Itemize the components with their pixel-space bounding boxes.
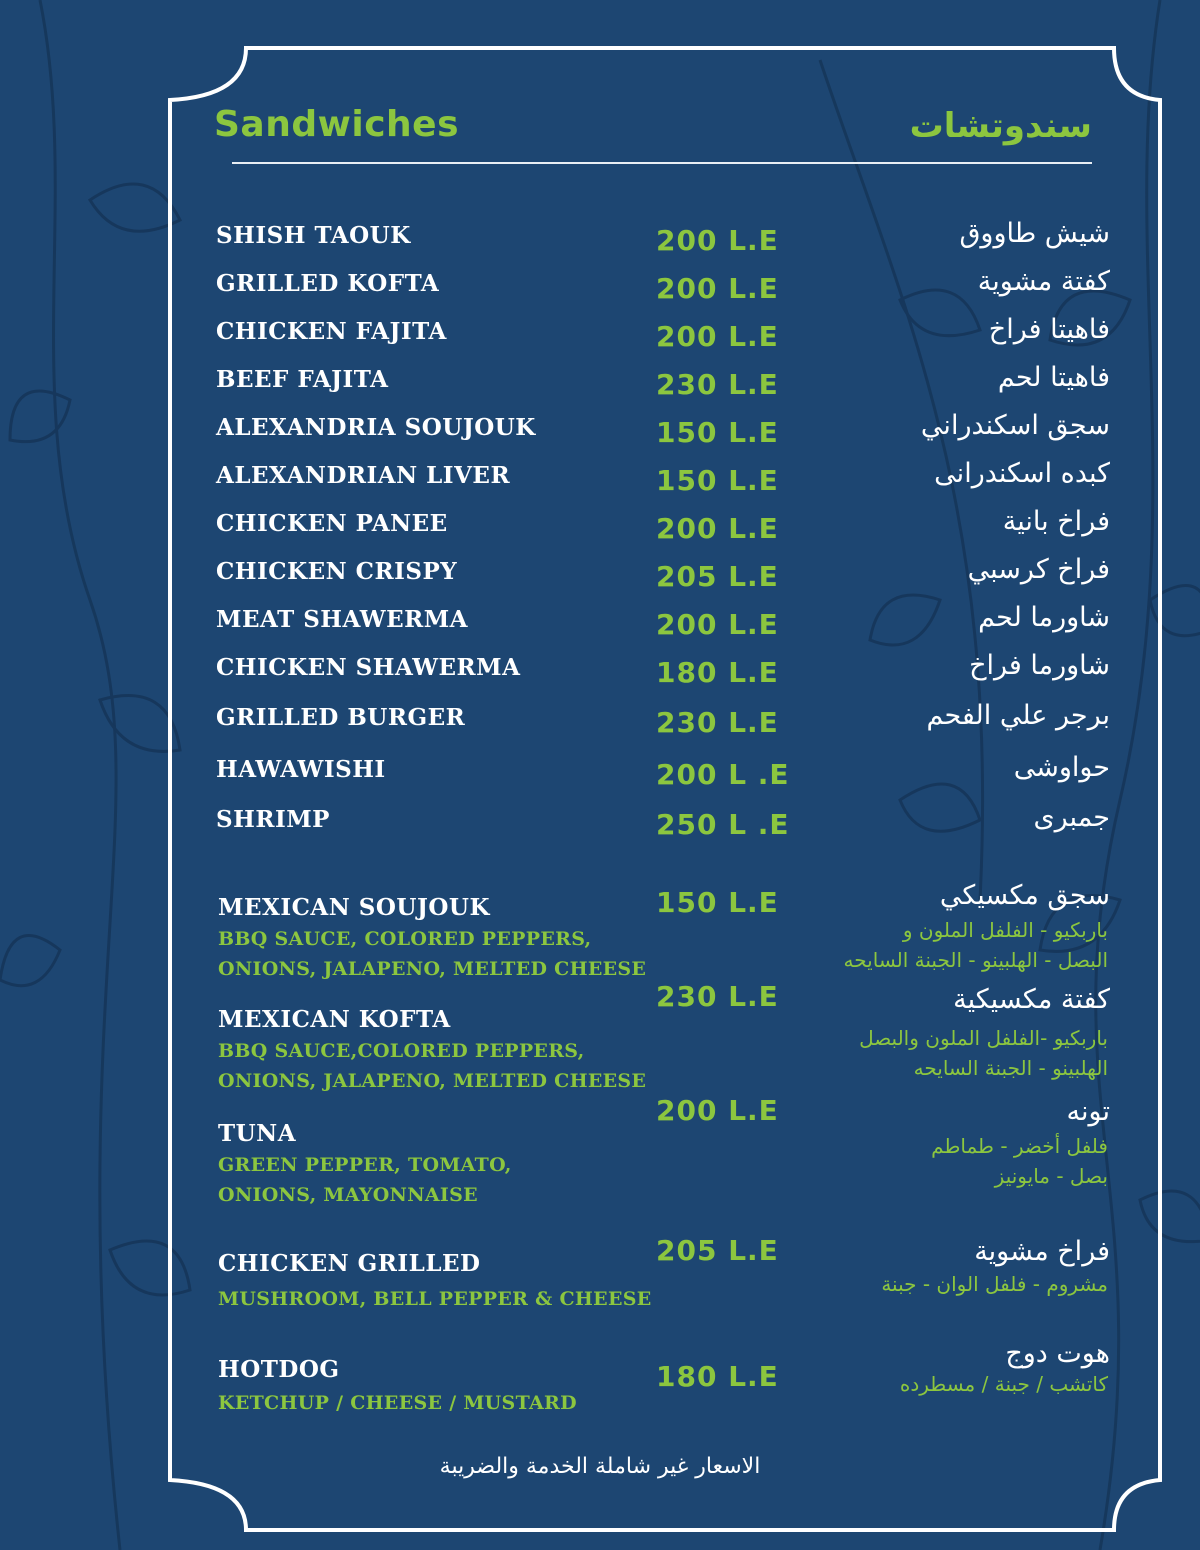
item-description-ar: الهلبينو - الجبنة السايحه	[913, 1056, 1108, 1080]
item-name-en: MEXICAN KOFTA	[218, 1006, 451, 1033]
item-name-en: CHICKEN SHAWERMA	[216, 654, 521, 681]
item-name-en: CHICKEN GRILLED	[218, 1250, 481, 1277]
menu-item-row	[0, 506, 1200, 558]
item-description-ar: باربكيو -الفلفل الملون والبصل	[859, 1026, 1108, 1050]
item-name-en: SHISH TAOUK	[216, 222, 411, 249]
item-price: 200 L.E	[656, 320, 779, 353]
menu-item-row	[0, 458, 1200, 510]
item-name-en: SHRIMP	[216, 806, 330, 833]
item-name-en: HOTDOG	[218, 1356, 340, 1383]
item-name-en: ALEXANDRIAN LIVER	[216, 462, 511, 489]
menu-item-row	[0, 752, 1200, 804]
item-price: 200 L.E	[656, 512, 779, 545]
item-name-ar: كفتة مشوية	[977, 266, 1110, 297]
item-name-en: CHICKEN PANEE	[216, 510, 448, 537]
item-name-ar: سجق اسكندراني	[920, 410, 1110, 441]
item-name-ar: جمبرى	[1033, 802, 1110, 833]
item-name-ar: فراخ كرسبي	[967, 554, 1110, 585]
item-name-ar: شاورما لحم	[978, 602, 1110, 633]
item-name-ar: سجق مكسيكي	[939, 880, 1110, 911]
item-name-en: BEEF FAJITA	[216, 366, 389, 393]
item-name-en: MEAT SHAWERMA	[216, 606, 469, 633]
item-price: 150 L.E	[656, 886, 779, 919]
item-name-ar: فراخ مشوية	[974, 1236, 1110, 1267]
item-description-ar: البصل - الهلبينو - الجبنة السايحه	[843, 948, 1108, 972]
menu-item-row	[0, 314, 1200, 366]
item-name-ar: برجر علي الفحم	[926, 700, 1110, 731]
price-disclaimer: الاسعار غير شاملة الخدمة والضريبة	[439, 1454, 761, 1479]
item-price: 150 L.E	[656, 464, 779, 497]
item-description-en: KETCHUP / CHEESE / MUSTARD	[218, 1392, 577, 1414]
item-price: 230 L.E	[656, 980, 779, 1013]
item-description-en: GREEN PEPPER, TOMATO,	[218, 1154, 512, 1176]
item-price: 200 L.E	[656, 608, 779, 641]
menu-item-row	[0, 700, 1200, 752]
title-arabic: سندوتشات	[909, 106, 1092, 146]
item-name-en: CHICKEN FAJITA	[216, 318, 447, 345]
item-price: 200 L.E	[656, 1094, 779, 1127]
item-name-ar: هوت دوج	[1005, 1338, 1110, 1369]
item-price: 250 L .E	[656, 808, 790, 841]
item-price: 150 L.E	[656, 416, 779, 449]
item-price: 200 L.E	[656, 272, 779, 305]
item-name-ar: فاهيتا لحم	[997, 362, 1110, 393]
item-description-ar: فلفل أخضر - طماطم	[931, 1134, 1108, 1158]
item-name-ar: فاهيتا فراخ	[988, 314, 1110, 345]
menu-item-row	[0, 266, 1200, 318]
item-description-ar: بصل - مايونيز	[994, 1164, 1108, 1188]
item-description-ar: باربكيو - الفلفل الملون و	[902, 918, 1108, 942]
item-name-en: GRILLED KOFTA	[216, 270, 440, 297]
item-price: 205 L.E	[656, 1234, 779, 1267]
menu-item-row	[0, 362, 1200, 414]
menu-item-row	[0, 218, 1200, 270]
item-price: 230 L.E	[656, 706, 779, 739]
item-price: 180 L.E	[656, 656, 779, 689]
item-description-en: ONIONS, JALAPENO, MELTED CHEESE	[218, 958, 647, 980]
item-price: 200 L .E	[656, 758, 790, 791]
item-description-ar: مشروم - فلفل الوان - جبنة	[881, 1272, 1108, 1296]
item-price: 180 L.E	[656, 1360, 779, 1393]
item-description-en: ONIONS, JALAPENO, MELTED CHEESE	[218, 1070, 647, 1092]
menu-item-row	[0, 410, 1200, 462]
menu-item-row	[0, 650, 1200, 702]
title-divider	[232, 162, 1092, 164]
item-description-en: BBQ SAUCE,COLORED PEPPERS,	[218, 1040, 585, 1062]
item-name-ar: شاورما فراخ	[969, 650, 1110, 681]
item-price: 205 L.E	[656, 560, 779, 593]
item-description-ar: كاتشب / جبنة / مسطرده	[899, 1372, 1108, 1396]
menu-item-row	[0, 602, 1200, 654]
item-price: 200 L.E	[656, 224, 779, 257]
item-description-en: ONIONS, MAYONNAISE	[218, 1184, 478, 1206]
item-name-en: GRILLED BURGER	[216, 704, 466, 731]
item-name-ar: فراخ بانية	[1002, 506, 1110, 537]
menu-item-row	[0, 554, 1200, 606]
item-name-ar: حواوشى	[1013, 752, 1110, 783]
item-name-en: ALEXANDRIA SOUJOUK	[216, 414, 536, 441]
item-name-en: CHICKEN CRISPY	[216, 558, 458, 585]
item-description-en: BBQ SAUCE, COLORED PEPPERS,	[218, 928, 592, 950]
item-name-en: MEXICAN SOUJOUK	[218, 894, 490, 921]
title-english: Sandwiches	[214, 104, 460, 145]
item-name-ar: كفتة مكسيكية	[953, 984, 1110, 1015]
item-name-ar: شيش طاووق	[959, 218, 1110, 249]
item-name-ar: تونه	[1066, 1096, 1110, 1127]
item-description-en: MUSHROOM, BELL PEPPER & CHEESE	[218, 1288, 652, 1310]
menu-item-row	[0, 802, 1200, 854]
item-name-en: HAWAWISHI	[216, 756, 386, 783]
item-price: 230 L.E	[656, 368, 779, 401]
item-name-ar: كبده اسكندرانى	[934, 458, 1110, 489]
item-name-en: TUNA	[218, 1120, 297, 1147]
